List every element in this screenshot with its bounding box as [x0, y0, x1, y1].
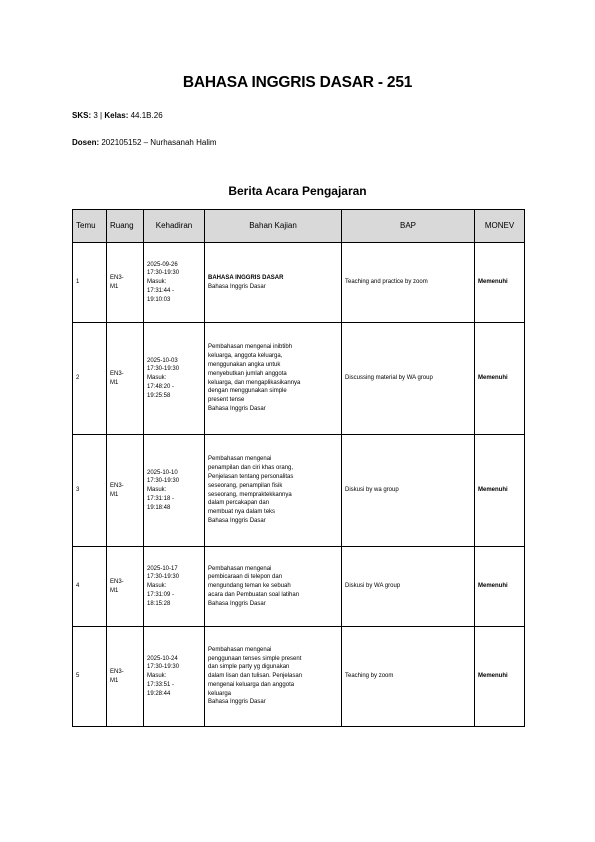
- kehadiran-cell: [144, 547, 205, 627]
- bahan-kajian-cell-line: dalam percakapan dan: [208, 500, 270, 507]
- monev-cell: Memenuhi: [475, 323, 525, 435]
- kehadiran-cell-line: 18:15:28: [147, 600, 171, 607]
- table-row: [73, 627, 525, 727]
- kehadiran-cell-line: 19:18:48: [147, 504, 171, 511]
- bahan-kajian-cell-line: penggunaan tenses simple present: [208, 655, 302, 662]
- ruang-cell-line: M1: [110, 379, 119, 386]
- ruang-cell-line: EN3-: [110, 274, 124, 281]
- header-monev: MONEV: [475, 210, 525, 243]
- ruang-cell: [107, 435, 144, 547]
- bahan-kajian-cell-line: Bahasa Inggris Dasar: [208, 600, 266, 607]
- course-title: BAHASA INGGRIS DASAR - 251: [182, 74, 413, 91]
- kehadiran-cell: [144, 323, 205, 435]
- kehadiran-cell-line: 2025-10-24: [147, 655, 178, 662]
- header-kehadiran: Kehadiran: [144, 210, 205, 243]
- kehadiran-cell-line: 2025-09-26: [147, 261, 178, 268]
- kehadiran-cell: [144, 435, 205, 547]
- kehadiran-cell-line: 17:30-19:30: [147, 574, 180, 581]
- dosen-value: 202105152 – Nurhasanah Halim: [101, 138, 217, 147]
- bahan-kajian-cell-line: present tense: [208, 397, 245, 404]
- kehadiran-cell-line: 19:28:44: [147, 690, 171, 697]
- bahan-kajian-cell-line: menyebutkan jumlah anggota: [208, 370, 287, 377]
- kelas-label: Kelas:: [104, 111, 129, 120]
- kehadiran-cell-line: 2025-10-03: [147, 357, 178, 364]
- table-header-row: [73, 210, 525, 243]
- bahan-kajian-cell-line: Bahasa Inggris Dasar: [208, 517, 266, 524]
- lecturer-line: [72, 138, 217, 147]
- header-temu: Temu: [73, 210, 107, 243]
- bahan-kajian-cell-line: acara dan Pembuatan soal latihan: [208, 591, 300, 598]
- temu-cell: 3: [73, 435, 107, 547]
- bahan-kajian-cell-line: Pembahasan mengenai: [208, 456, 272, 463]
- temu-cell: 4: [73, 547, 107, 627]
- bahan-kajian-cell-line: Pembahasan mengenai: [208, 646, 272, 653]
- kehadiran-cell-line: 2025-10-10: [147, 469, 178, 476]
- header-bap: BAP: [342, 210, 475, 243]
- kehadiran-cell-line: 19:25:58: [147, 392, 171, 399]
- ruang-cell: [107, 627, 144, 727]
- table-row: [73, 435, 525, 547]
- kehadiran-cell-line: Masuk:: [147, 279, 167, 286]
- kehadiran-cell-line: 17:33:51 -: [147, 681, 175, 688]
- bahan-kajian-cell-line: Pembahasan mengenai inibtibh: [208, 344, 293, 351]
- meta-separator: |: [100, 111, 103, 120]
- table-body: [73, 243, 525, 727]
- bahan-kajian-cell: [205, 547, 342, 627]
- bahan-kajian-cell-line: dengan menggunakan simple: [208, 388, 287, 395]
- monev-cell: Memenuhi: [475, 547, 525, 627]
- kehadiran-cell-line: 17:48:20 -: [147, 383, 175, 390]
- ruang-cell-line: M1: [110, 677, 119, 684]
- kehadiran-cell-line: 17:31:44 -: [147, 287, 175, 294]
- bahan-kajian-cell-line: BAHASA INGGRIS DASAR: [208, 274, 284, 281]
- ruang-cell-line: EN3-: [110, 668, 124, 675]
- bahan-kajian-cell-line: pembicaraan di telepon dan: [208, 574, 283, 581]
- table-row: [73, 547, 525, 627]
- bahan-kajian-cell-line: Bahasa Inggris Dasar: [208, 699, 266, 706]
- kehadiran-cell-line: Masuk:: [147, 673, 167, 680]
- kehadiran-cell-line: 17:31:09 -: [147, 591, 175, 598]
- monev-cell: Memenuhi: [475, 243, 525, 323]
- bahan-kajian-cell-line: seseorang, penampilan fisik: [208, 482, 283, 489]
- header-ruang: Ruang: [107, 210, 144, 243]
- ruang-cell: [107, 547, 144, 627]
- ruang-cell-line: EN3-: [110, 482, 124, 489]
- bahan-kajian-cell-line: Pembahasan mengenai: [208, 565, 272, 572]
- temu-cell: 1: [73, 243, 107, 323]
- bahan-kajian-cell-line: mengundang teman ke sebuah: [208, 583, 291, 590]
- ruang-cell-line: M1: [110, 491, 119, 498]
- monev-cell: Memenuhi: [475, 435, 525, 547]
- bap-cell: Teaching by zoom: [342, 627, 475, 727]
- kehadiran-cell-line: 17:30-19:30: [147, 664, 180, 671]
- bahan-kajian-cell-line: Penjelasan tentang personalitas: [208, 473, 294, 480]
- kehadiran-cell: [144, 627, 205, 727]
- ruang-cell-line: M1: [110, 283, 119, 290]
- header-bahan-kajian: Bahan Kajian: [205, 210, 342, 243]
- kehadiran-cell-line: 17:31:18 -: [147, 495, 175, 502]
- bahan-kajian-cell-line: Bahasa Inggris Dasar: [208, 405, 266, 412]
- bap-cell: Discussing material by WA group: [342, 323, 475, 435]
- bahan-kajian-cell-line: keluarga: [208, 690, 232, 697]
- course-meta: [72, 111, 163, 120]
- kehadiran-cell-line: 17:30-19:30: [147, 366, 180, 373]
- bahan-kajian-cell-line: membuat nya dalam teks: [208, 509, 276, 516]
- table-row: [73, 243, 525, 323]
- temu-cell: 5: [73, 627, 107, 727]
- section-title: Berita Acara Pengajaran: [228, 184, 367, 198]
- ruang-cell-line: EN3-: [110, 370, 124, 377]
- ruang-cell-line: M1: [110, 587, 119, 594]
- bahan-kajian-cell-line: keluarga, anggota keluarga,: [208, 353, 283, 360]
- teaching-report-table: [72, 209, 525, 727]
- ruang-cell: [107, 323, 144, 435]
- kehadiran-cell-line: 17:30-19:30: [147, 270, 180, 277]
- bahan-kajian-cell-line: dan simple party yg digunakan: [208, 664, 290, 671]
- kehadiran-cell-line: Masuk:: [147, 583, 167, 590]
- bahan-kajian-cell: [205, 627, 342, 727]
- bap-cell: Teaching and practice by zoom: [342, 243, 475, 323]
- bahan-kajian-cell-line: dalam lisan dan tulisan. Penjelasan: [208, 673, 303, 680]
- kehadiran-cell-line: 19:10:03: [147, 296, 171, 303]
- ruang-cell-line: EN3-: [110, 578, 124, 585]
- temu-cell: 2: [73, 323, 107, 435]
- ruang-cell: [107, 243, 144, 323]
- bahan-kajian-cell: [205, 435, 342, 547]
- bahan-kajian-cell-line: Bahasa Inggris Dasar: [208, 283, 266, 290]
- bahan-kajian-cell: [205, 323, 342, 435]
- kehadiran-cell: [144, 243, 205, 323]
- bahan-kajian-cell: [205, 243, 342, 323]
- bap-cell: Diskusi by wa group: [342, 435, 475, 547]
- bahan-kajian-cell-line: seseorang, mempraktekkannya: [208, 491, 292, 498]
- bahan-kajian-cell-line: menggunakan angka untuk: [208, 361, 281, 368]
- sks-label: SKS:: [72, 111, 92, 120]
- bahan-kajian-cell-line: penampilan dan ciri khas orang,: [208, 465, 294, 472]
- monev-cell: Memenuhi: [475, 627, 525, 727]
- bap-cell: Diskusi by WA group: [342, 547, 475, 627]
- kelas-value: 44.1B.26: [130, 111, 163, 120]
- kehadiran-cell-line: 17:30-19:30: [147, 478, 180, 485]
- bahan-kajian-cell-line: keluarga, dan mengaplikasikannya: [208, 379, 301, 386]
- table-row: [73, 323, 525, 435]
- sks-value: 3: [93, 111, 98, 120]
- dosen-label: Dosen:: [72, 138, 100, 147]
- kehadiran-cell-line: 2025-10-17: [147, 565, 178, 572]
- bahan-kajian-cell-line: mengenai keluarga dan anggota: [208, 681, 295, 688]
- kehadiran-cell-line: Masuk:: [147, 487, 167, 494]
- kehadiran-cell-line: Masuk:: [147, 375, 167, 382]
